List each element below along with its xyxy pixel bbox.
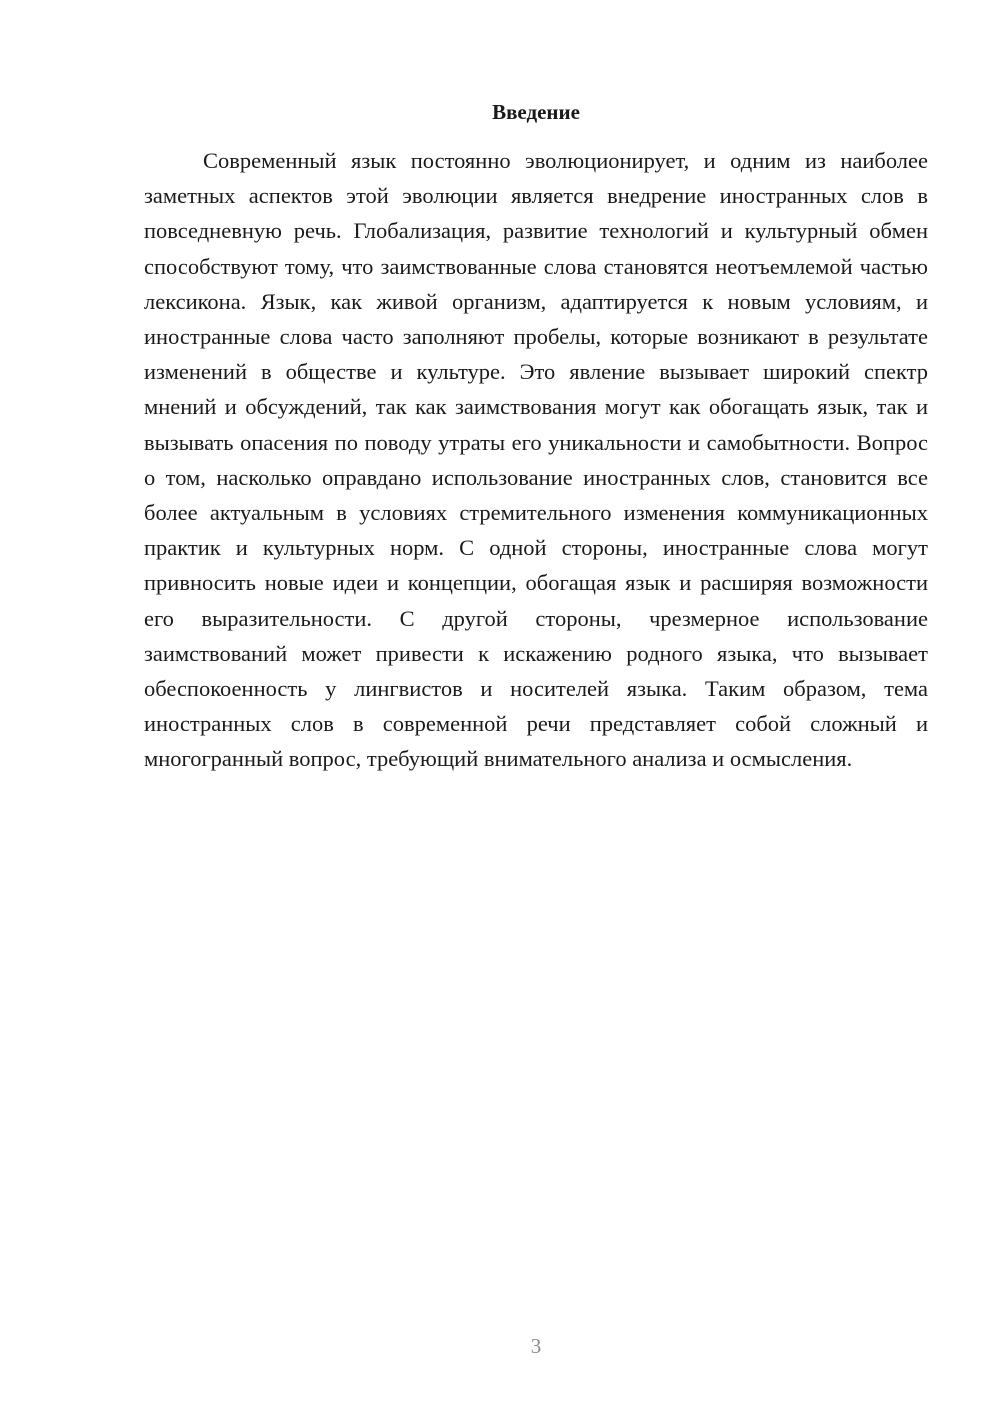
page-number: 3: [530, 1334, 542, 1358]
body-paragraph: Современный язык постоянно эволюционирует, и одним из наиболее заметных аспектов этой эволюции является внедрение иностранных слов в повседневную речь. Глобализация, развитие технологий и культурный обмен способствуют тому, что заимствованные слова становятся неотъемлемой частью лексикона. Язык, как живой организм, адаптируется к новым условиям, и иностранные слова часто заполняют пробелы, которые возникают в результате изменений в обществе и культуре. Это явление вызывает широкий спектр мнений и обсуждений, так как заимствования могут как обогащать язык, так и вызывать опасения по поводу утраты его уникальности и самобытности. Вопрос о том, насколько оправдано использование иностранных слов, становится все более актуальным в условиях стремительного изменения коммуникационных практик и культурных норм. С одной стороны, иностранные слова могут привносить новые идеи и концепции, обогащая язык и расширяя возможности его выразительности. С другой стороны, чрезмерное использование заимствований может привести к искажению родного языка, что вызывает обеспокоенность у лингвистов и носителей языка. Таким образом, тема иностранных слов в современной речи представляет собой сложный и многогранный вопрос, требующий внимательного анализа и осмысления.: [144, 148, 928, 772]
section-heading: Введение: [492, 100, 580, 124]
